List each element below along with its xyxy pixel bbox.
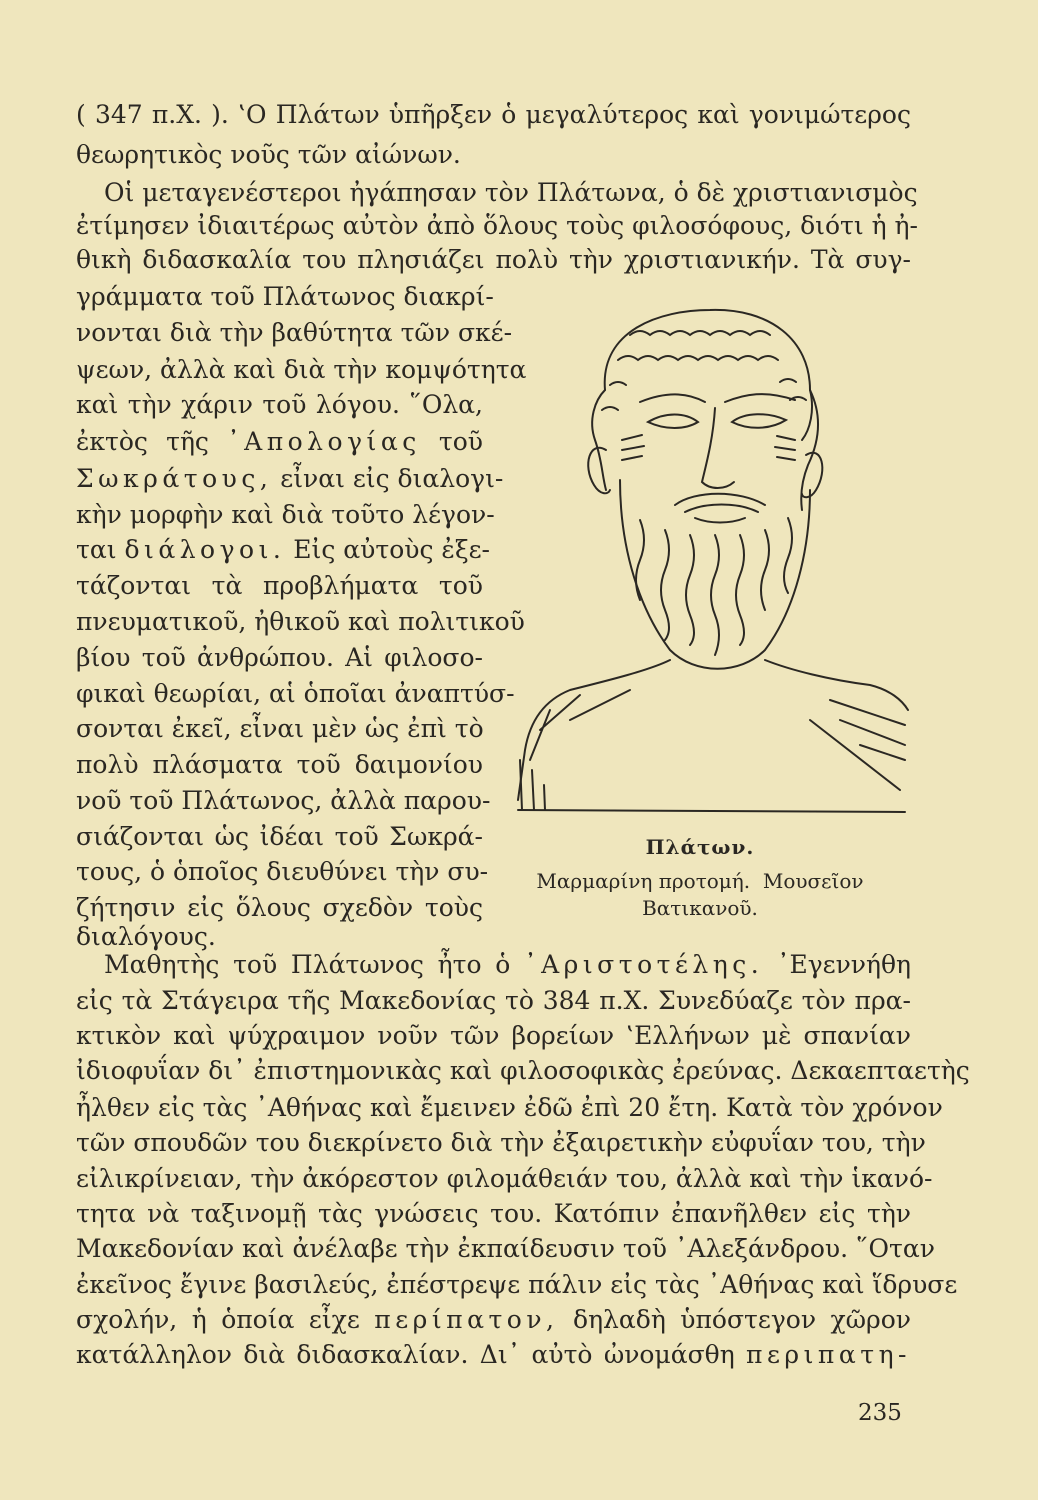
text-line: ζήτησιν εἰς ὅλους σχεδὸν τοὺς	[76, 893, 483, 922]
text-line: κὴν μορφὴν καὶ διὰ τοῦτο λέγον-	[76, 500, 495, 529]
text-line	[76, 1305, 911, 1335]
text-line: φικαὶ θεωρίαι, αἱ ὁποῖαι ἀναπτύσ-	[76, 679, 515, 708]
text-line: βίου τοῦ ἀνθρώπου. Αἱ φιλοσο-	[76, 643, 483, 672]
text-line: καὶ τὴν χάριν τοῦ λόγου. ῞Ολα,	[76, 390, 483, 419]
text-fragment: δηλαδὴ ὑπόστεγον χῶρον	[573, 1305, 911, 1334]
text-fragment: τοῦ	[438, 427, 483, 456]
text-line: σιάζονται ὡς ἰδέαι τοῦ Σωκρά-	[76, 822, 483, 851]
text-line: σονται ἐκεῖ, εἶναι μὲν ὡς ἐπὶ τὸ	[76, 714, 484, 743]
text-line: τητα νὰ ταξινομῇ τὰς γνώσεις του. Κατόπιν ἐπανῆλθεν εἰς τὴν	[76, 1199, 911, 1228]
work-title-sokratous: Σωκράτους,	[76, 464, 273, 493]
text-line: Οἱ μεταγενέστεροι ἠγάπησαν τὸν Πλάτωνα, ὁ δὲ χριστιανισμὸς	[104, 178, 918, 207]
text-line: ψεων, ἀλλὰ καὶ διὰ τὴν κομψότητα	[76, 355, 527, 384]
text-line: τάζονται τὰ προβλήματα τοῦ	[76, 571, 483, 600]
figure-caption-line: Βατικανοῦ.	[642, 896, 758, 920]
term-peripatos: περίπατον,	[374, 1305, 559, 1334]
text-line: κτικὸν καὶ ψύχραιμον νοῦν τῶν βορείων ‛Ελλήνων μὲ σπανίαν	[76, 1021, 911, 1050]
name-aristoteles: ᾿Αριστοτέλης.	[524, 950, 764, 979]
text-line: ἦλθεν εἰς τὰς ᾿Αθήνας καὶ ἔμεινεν ἐδῶ ἐπὶ 20 ἔτη. Κατὰ τὸν χρόνον	[76, 1093, 943, 1122]
text-fragment: ἐκτὸς τῆς	[76, 427, 209, 456]
text-fragment: σχολήν, ἡ ὁποία εἶχε	[76, 1305, 360, 1334]
text-fragment: εἶναι εἰς διαλογι-	[280, 464, 504, 493]
text-line: ἰδιοφυΐαν δι᾿ ἐπιστημονικὰς καὶ φιλοσοφικὰς ἐρεύνας. Δεκαεπταετὴς	[76, 1056, 970, 1085]
text-line: ἐτίμησεν ἰδιαιτέρως αὐτὸν ἀπὸ ὅλους τοὺς φιλοσόφους, διότι ἡ ἠ-	[76, 211, 918, 240]
text-line: νοῦ τοῦ Πλάτωνος, ἀλλὰ παρου-	[76, 786, 491, 815]
text-line: εἰς τὰ Στάγειρα τῆς Μακεδονίας τὸ 384 π.Χ. Συνεδύαζε τὸν πρα-	[76, 986, 911, 1015]
text-fragment: Μαθητὴς τοῦ Πλάτωνος ἦτο ὁ	[104, 950, 511, 979]
text-line: τῶν σπουδῶν του διεκρίνετο διὰ τὴν ἐξαιρετικὴν εὐφυΐαν του, τὴν	[76, 1128, 926, 1157]
text-line: πολὺ πλάσματα τοῦ δαιμονίου	[76, 750, 483, 779]
figure-caption-line: Μαρμαρίνη προτομή. Μουσεῖον	[536, 869, 864, 893]
text-line: διαλόγους.	[76, 922, 216, 951]
text-line: ( 347 π.Χ. ). ‛Ο Πλάτων ὑπῆρξεν ὁ μεγαλύτερος καὶ γονιμώτερος	[76, 100, 911, 129]
term-peripatetikos: περιπατη-	[746, 1340, 911, 1369]
text-line: Μακεδονίαν καὶ ἀνέλαβε τὴν ἐκπαίδευσιν τοῦ ᾿Αλεξάνδρου. ῞Οταν	[76, 1234, 935, 1263]
text-line: ἐκεῖνος ἔγινε βασιλεύς, ἐπέστρεψε πάλιν εἰς τὰς ᾿Αθήνας καὶ ἵδρυσε	[76, 1270, 958, 1299]
text-line: θικὴ διδασκαλία του πλησιάζει πολὺ τὴν χριστιανικήν. Τὰ συγ-	[76, 245, 911, 274]
text-line	[76, 535, 490, 565]
plato-bust-illustration	[510, 290, 910, 820]
text-line	[104, 950, 911, 980]
text-line: γράμματα τοῦ Πλάτωνος διακρί-	[76, 282, 494, 311]
text-fragment: Εἰς αὐτοὺς ἐξε-	[293, 535, 490, 564]
text-line	[76, 464, 504, 494]
text-line: τους, ὁ ὁποῖος διευθύνει τὴν συ-	[76, 857, 489, 886]
text-line: εἰλικρίνειαν, τὴν ἀκόρεστον φιλομάθειάν του, ἀλλὰ καὶ τὴν ἱκανό-	[76, 1164, 933, 1193]
term-dialogoi: διάλογοι.	[124, 535, 286, 564]
text-line	[76, 1340, 911, 1370]
text-fragment: ᾿Εγεννήθη	[776, 950, 911, 979]
text-line: πνευματικοῦ, ἠθικοῦ καὶ πολιτικοῦ	[76, 607, 525, 636]
text-fragment: κατάλληλον διὰ διδασκαλίαν. Δι᾿ αὐτὸ ὠνομάσθη	[76, 1340, 735, 1369]
figure-caption-title: Πλάτων.	[645, 835, 755, 859]
text-line: νονται διὰ τὴν βαθύτητα τῶν σκέ-	[76, 318, 513, 347]
text-line	[76, 427, 483, 457]
text-fragment: ται	[76, 535, 117, 564]
text-line: θεωρητικὸς νοῦς τῶν αἰώνων.	[76, 140, 461, 169]
work-title-apologia: ᾿Απολογίας	[227, 427, 421, 456]
page-number: 235	[858, 1400, 902, 1426]
